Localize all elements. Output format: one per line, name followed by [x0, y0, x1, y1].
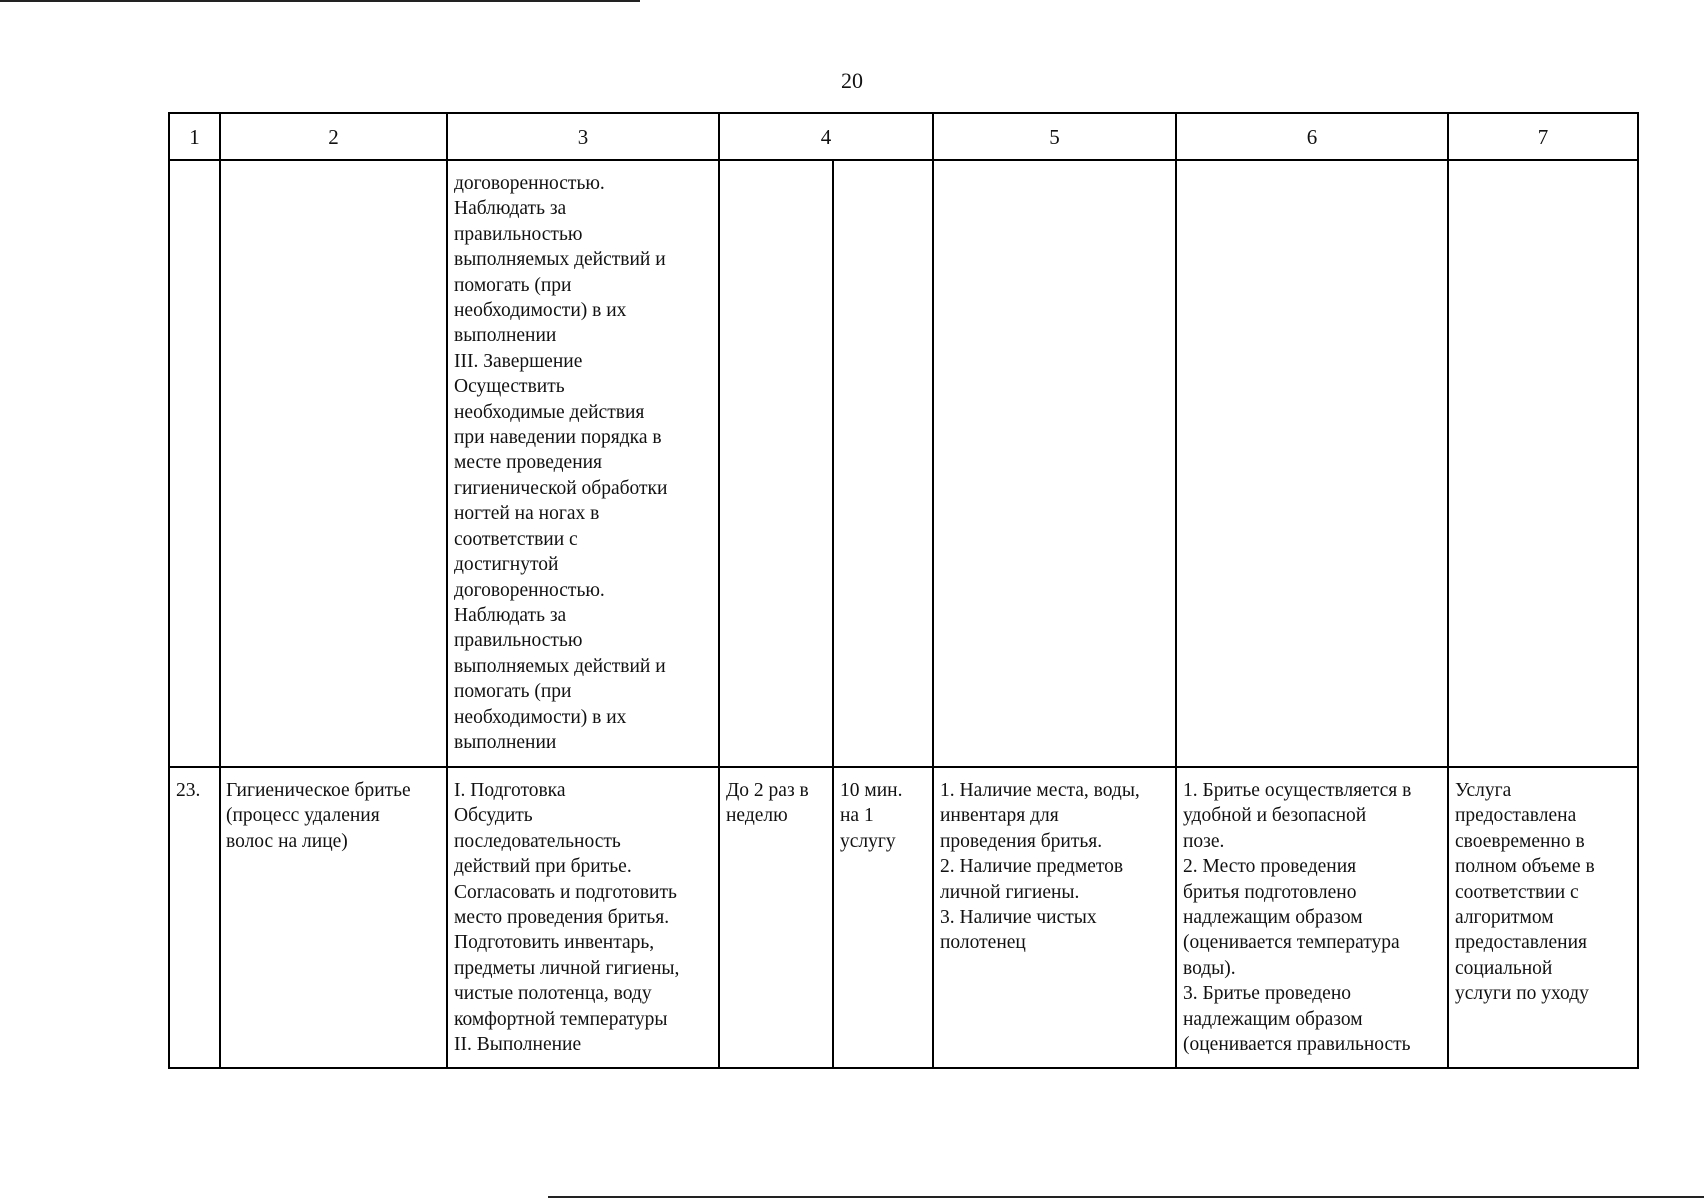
row-23-conditions: 1. Наличие места, воды, инвентаря для проведения бритья. 2. Наличие предметов личной гигиены. 3. Наличие чистых полотенец: [940, 780, 1140, 954]
row-23-result: Услуга предоставлена своевременно в полном объеме в соответствии с алгоритмом предоставления социальной услуги по уходу: [1455, 780, 1595, 1005]
scan-edge-line-top: [0, 0, 640, 2]
row-23-service-name: Гигиеническое бритье (процесс удаления волос на лице): [226, 780, 411, 852]
header-divider: [168, 159, 1639, 161]
page-number: 20: [841, 68, 863, 93]
col-divider-4: [932, 112, 934, 1069]
header-col-7: 7: [1537, 125, 1549, 149]
row-23-procedure: I. Подготовка Обсудить последовательность действий при бритье. Согласовать и подготовить место проведения бритья. Подготовить инвентарь, предметы личной гигиены, чистые полотенца, воду комфортной температуры II. Выполнение: [454, 780, 680, 1056]
header-col-2: 2: [328, 125, 339, 149]
table-border-top: [168, 112, 1639, 114]
header-col-3: 3: [577, 125, 589, 149]
scan-edge-line-bottom: [548, 1196, 1704, 1198]
col-divider-5: [1175, 112, 1177, 1069]
col-divider-3: [718, 112, 720, 1069]
header-col-4: 4: [820, 125, 832, 149]
header-col-1: 1: [189, 125, 200, 149]
row-23-duration: 10 мин. на 1 услугу: [840, 780, 903, 852]
col-divider-1: [219, 112, 221, 1069]
continuation-procedure-text: договоренностью. Наблюдать за правильностью выполняемых действий и помогать (при необходимости) в их выполнении III. Завершение Осуществить необходимые действия при наведении порядка в месте проведения гигиенической обработки ногтей на ногах в соответствии с достигнутой договоренностью. Наблюдать за правильностью выполняемых действий и помогать (при необходимости) в их выполнении: [454, 173, 668, 753]
col-divider-6: [1447, 112, 1449, 1069]
header-col-5: 5: [1049, 125, 1060, 149]
row-23-frequency: До 2 раз в неделю: [726, 780, 809, 827]
header-col-6: 6: [1306, 125, 1318, 149]
col-divider-2: [446, 112, 448, 1069]
row-23-number: 23.: [176, 780, 201, 801]
col-divider-4-sub: [832, 159, 834, 1069]
row-23-quality-indicators: 1. Бритье осуществляется в удобной и безопасной позе. 2. Место проведения бритья подготовлено надлежащим образом (оценивается температура воды). 3. Бритье проведено надлежащим образом (оценивается правильность: [1183, 780, 1412, 1056]
table-border-right: [1637, 112, 1639, 1069]
row-divider: [168, 766, 1639, 768]
table-border-left: [168, 112, 170, 1069]
table-border-bottom: [168, 1067, 1639, 1069]
